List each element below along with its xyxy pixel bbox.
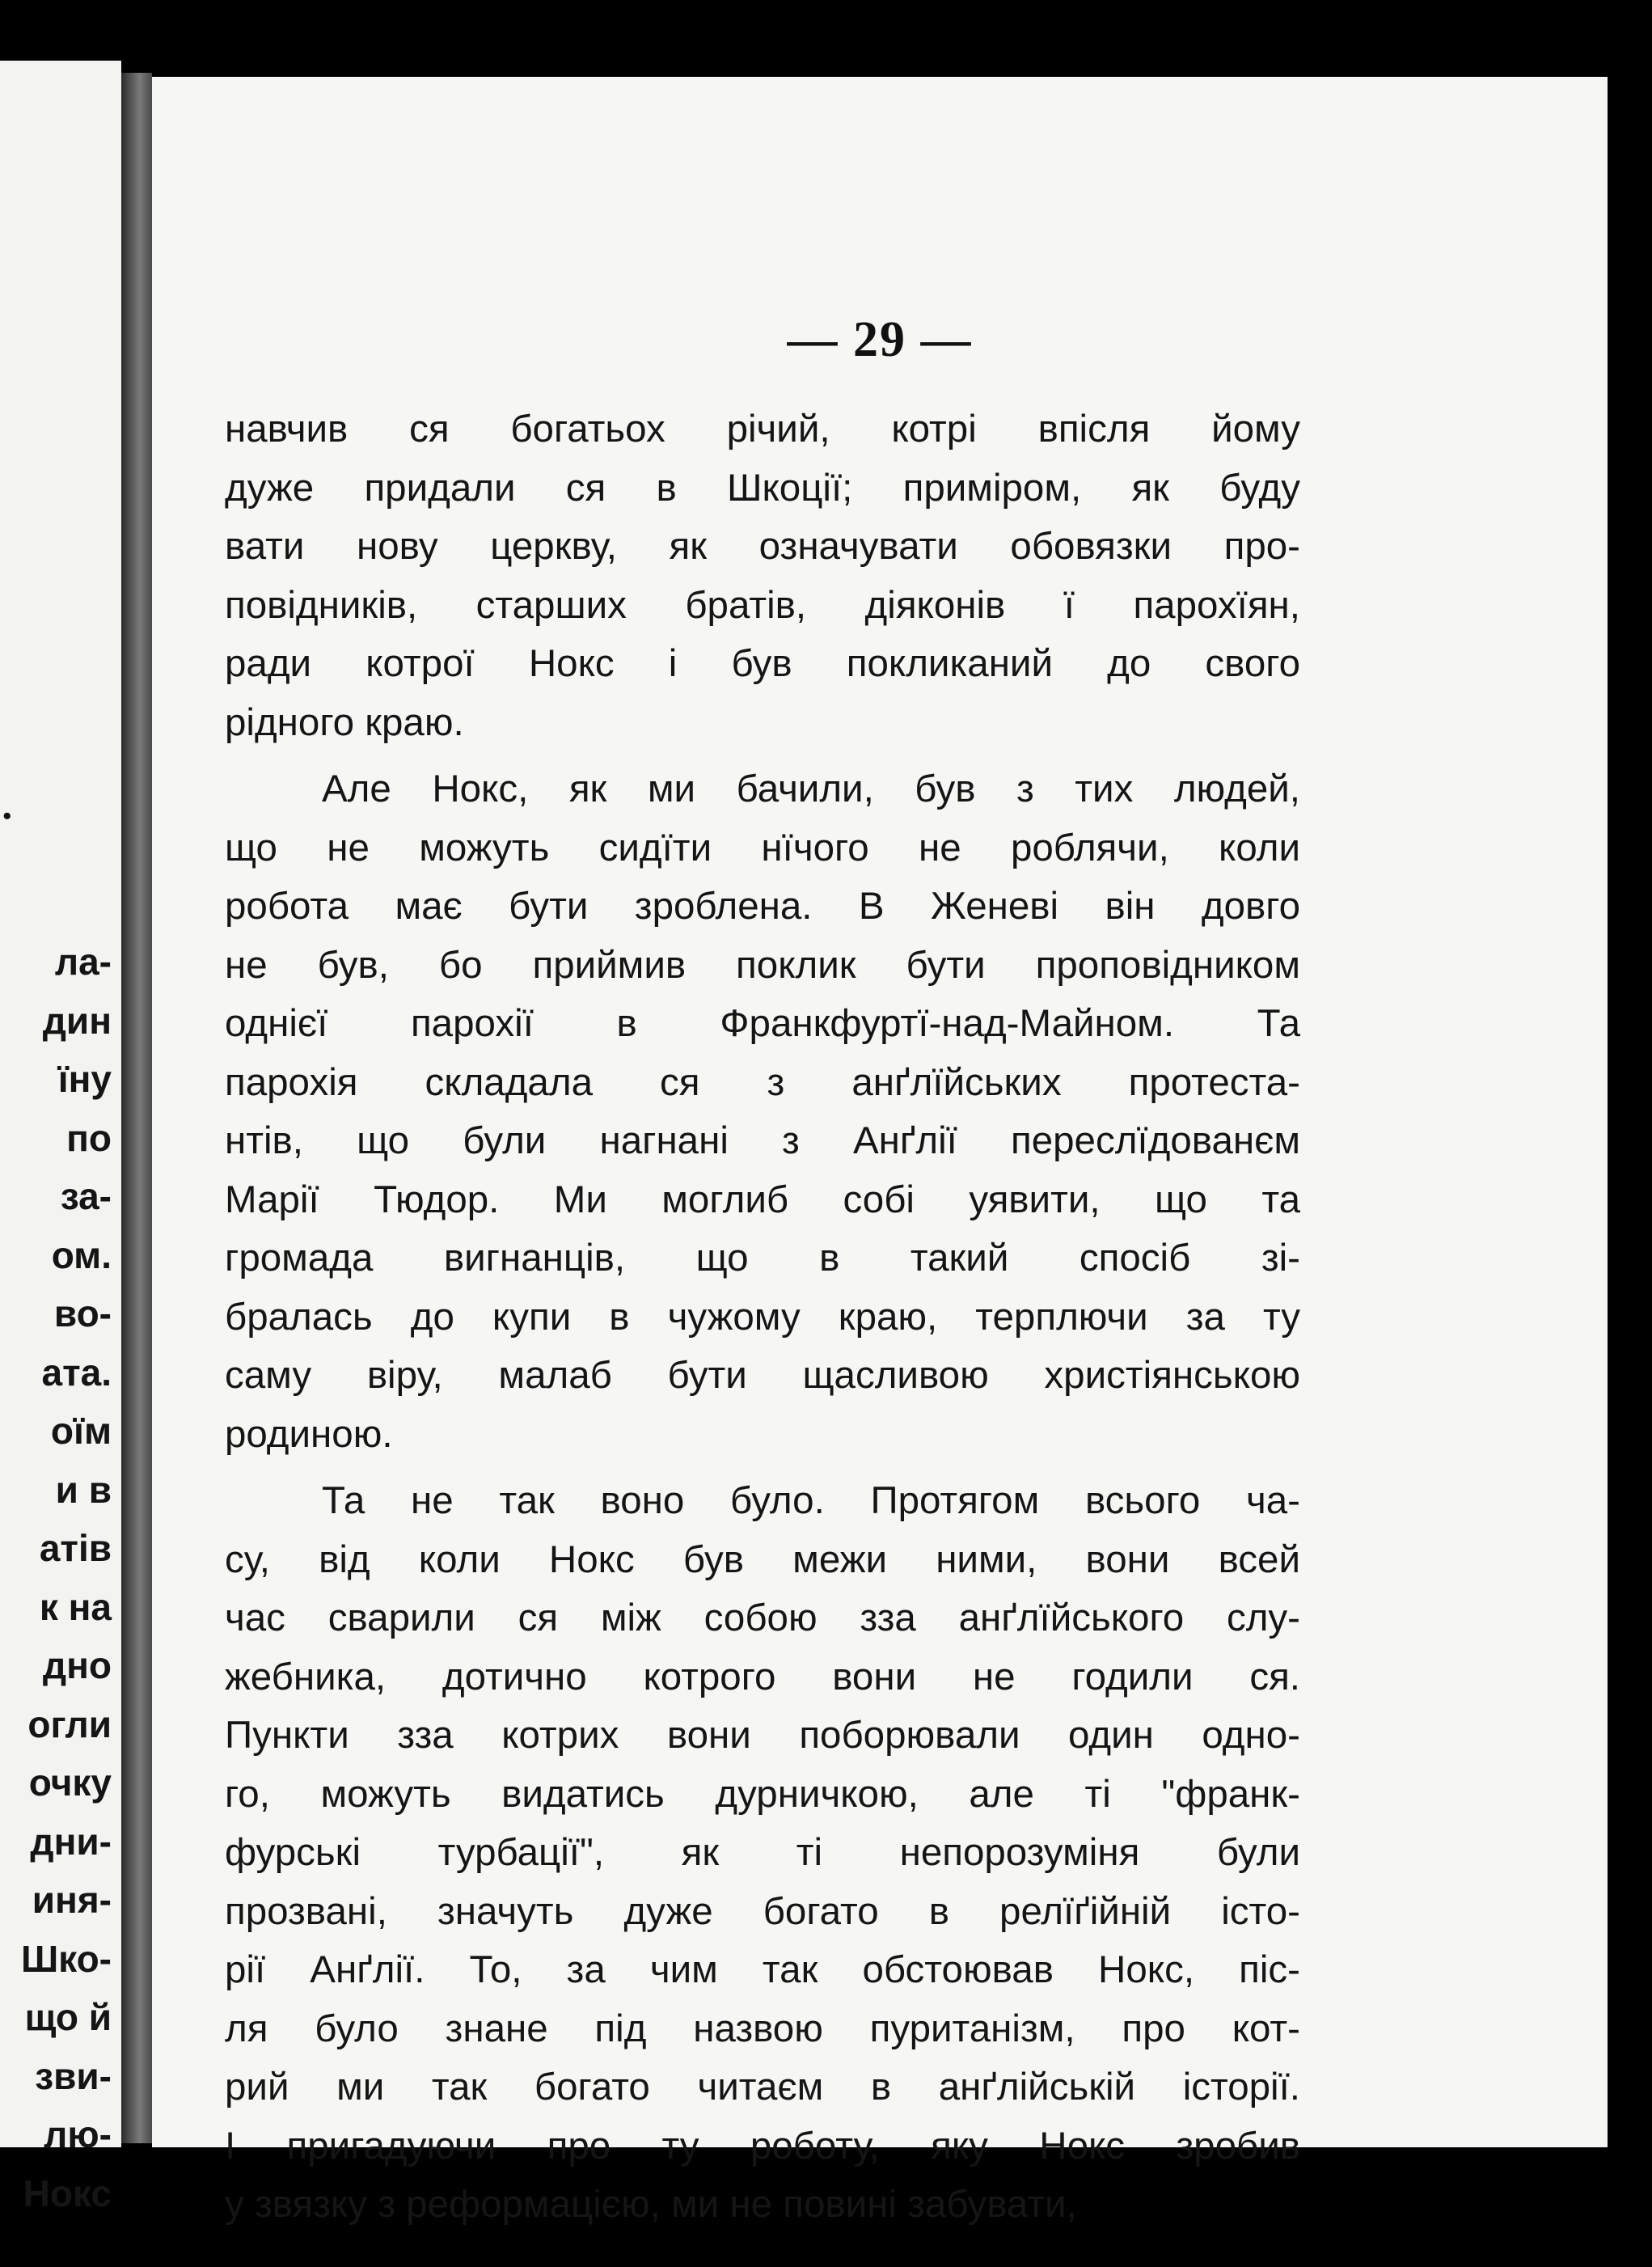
text-line: прозвані, значуть дуже богато в релїґійній істо- [225,1889,1300,1933]
text-line: родиною. [225,1412,393,1456]
text-line: навчив ся богатьох річий, котрі впісля йому [225,408,1300,450]
text-line: Пункти зза котрих вони поборювали один одно- [225,1714,1300,1757]
body-text [225,400,1300,2235]
text-line: І пригадуючи про ту роботу, яку Нокс зробив [225,2124,1300,2168]
right-page [152,77,1608,2226]
text-line: Але Нокс, як ми бачили, був з тих людей, [322,768,1300,810]
text-line: парохія складала ся з анґлїйських протеста- [225,1060,1300,1104]
text-line: жебника, дотично котрого вони не годили ся. [225,1655,1300,1698]
left-page-line-fragment: к на [39,1585,112,1628]
text-line: Та не так воно було. Протягом всього ча- [322,1479,1300,1522]
left-page-line-fragment: во- [53,1292,112,1334]
text-line: час сварили ся між собою зза анґлїйського слу- [225,1597,1300,1639]
left-page-lines [0,933,121,2223]
left-page-fragment [0,61,121,2214]
left-page-line-fragment: и в [55,1468,112,1511]
left-page-line-fragment: оїм [50,1410,112,1452]
left-page-line-fragment: ла- [54,941,112,983]
left-page-line-fragment: за- [60,1175,112,1217]
text-line: дуже придали ся в Шкоції; приміром, як буду [225,466,1300,510]
left-page-line-fragment: Шко- [20,1937,112,1980]
text-line: Марії Тюдор. Ми моглиб собі уявити, що та [225,1178,1300,1221]
paragraph-gap [225,752,1300,760]
text-line: фурські турбації", як ті непорозуміня були [225,1831,1300,1874]
text-line: однієї парохії в Франкфуртї-над-Майном. Та [225,1002,1300,1045]
text-line: ради котрої Нокс і був покликаний до свого [225,642,1300,685]
text-line: нтів, що були нагнані з Анґлії переслїдованєм [225,1119,1300,1162]
left-page-line-fragment: иня- [32,1879,112,1921]
paragraph-gap [225,1464,1300,1472]
left-page-line-fragment: ата. [41,1351,112,1394]
text-line: громада вигнанців, що в такий спосіб зі- [225,1237,1300,1279]
left-page-mark: . [0,769,15,831]
text-line: бралась до купи в чужому краю, терплючи за ту [225,1295,1300,1339]
left-page-line-fragment: ом. [51,1233,112,1276]
left-page-line-fragment: Нокс [23,2172,112,2214]
text-line: не був, бо приймив поклик бути проповідником [225,943,1300,987]
text-line: су, від коли Нокс був межи ними, вони всей [225,1537,1300,1581]
left-page-line-fragment: атів [39,1527,112,1569]
text-line: рий ми так богато читаєм в анґлійській історії. [225,2066,1300,2108]
text-line: саму віру, малаб бути щасливою христіянською [225,1354,1300,1397]
text-line: робота має бути зроблена. В Женеві він довго [225,885,1300,928]
left-page-line-fragment: по [66,1116,112,1159]
text-line: у звязку з реформацією, ми не повині забувати, [225,2183,1077,2226]
left-page-line-fragment: очку [28,1762,112,1804]
text-line: го, можуть видатись дурничкою, але ті "франк- [225,1772,1300,1816]
text-line: що не можуть сидїти нїчого не роблячи, коли [225,826,1300,869]
left-page-line-fragment: огли [27,1702,112,1745]
left-page-line-fragment: що й [24,1996,112,2038]
left-page-line-fragment: дни- [30,1820,112,1863]
text-line: повідників, старших братів, діяконів ї парохїян, [225,583,1300,627]
left-page-line-fragment: їну [57,1058,112,1100]
text-line: рії Анґлії. То, за чим так обстоював Нокс, піс- [225,1948,1300,1991]
left-page-line-fragment: зви- [35,2054,112,2097]
book-gutter [121,73,152,2143]
left-page-line-fragment: лю- [44,2113,112,2155]
page-number: — 29 — [787,312,973,367]
text-line: рідного краю. [225,700,464,744]
left-page-line-fragment: дин [42,999,112,1042]
left-page-line-fragment: дно [42,1644,112,1686]
text-line: вати нову церкву, як означувати обовязки про- [225,525,1300,568]
text-line: ля було знане під назвою пуританізм, про кот- [225,2007,1300,2050]
